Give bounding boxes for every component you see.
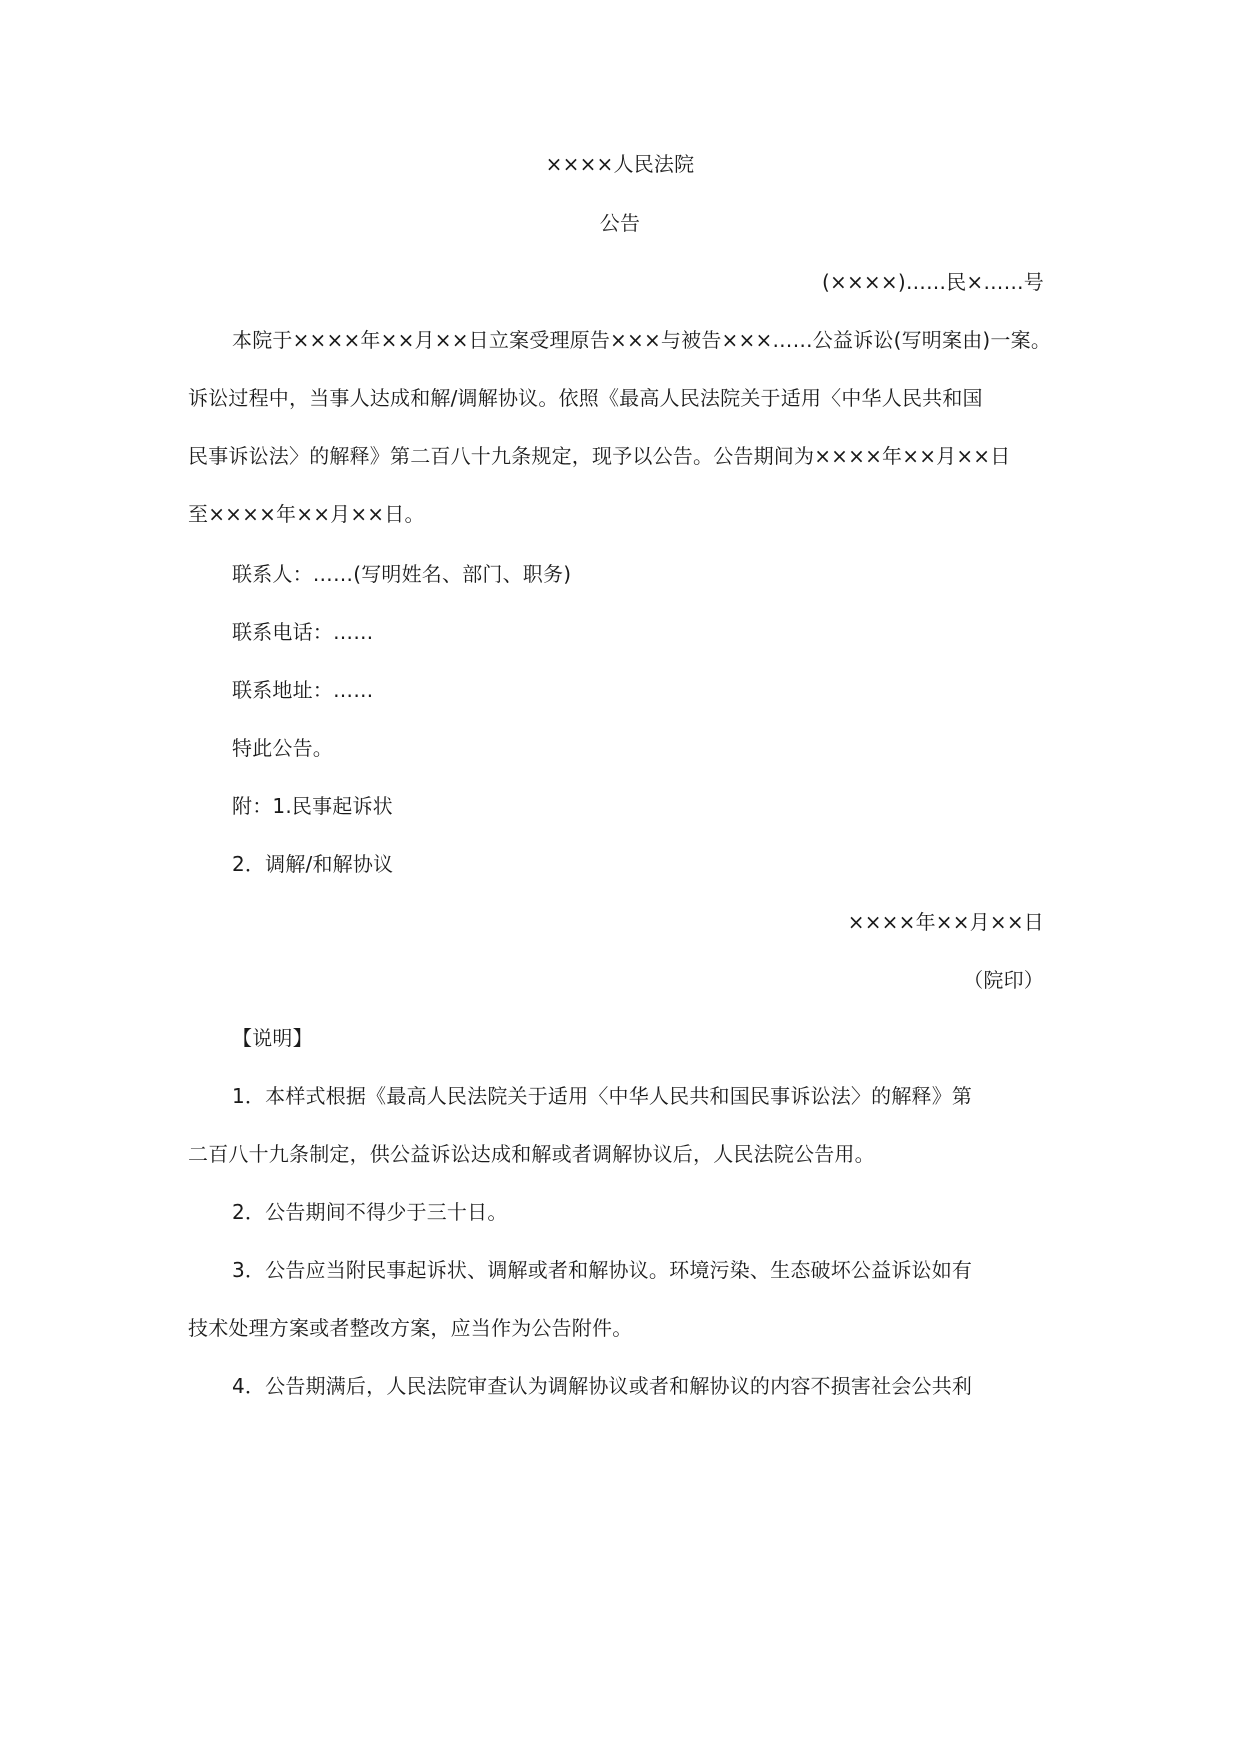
body-paragraph-line-1: 本院于××××年××月××日立案受理原告×××与被告×××……公益诉讼(写明案由)一案。 (232, 328, 1052, 352)
body-paragraph-line-4: 至××××年××月××日。 (188, 502, 425, 526)
note-1-line-2: 二百八十九条制定，供公益诉讼达成和解或者调解协议后，人民法院公告用。 (188, 1142, 875, 1166)
document-title: 公告 (599, 211, 641, 235)
notes-heading: 【说明】 (232, 1026, 313, 1050)
note-3-line-2: 技术处理方案或者整改方案，应当作为公告附件。 (188, 1316, 633, 1340)
court-name: ××××人民法院 (545, 152, 695, 176)
attachment-item-1: 附：1.民事起诉状 (232, 794, 393, 818)
attachment-item-2: 2．调解/和解协议 (232, 852, 394, 876)
court-seal-label: （院印） (963, 968, 1044, 992)
contact-phone: 联系电话：…… (232, 620, 374, 644)
case-number: (××××)……民×……号 (822, 270, 1044, 294)
closing-statement: 特此公告。 (232, 736, 333, 760)
issue-date: ××××年××月××日 (847, 910, 1044, 934)
note-1-line-1: 1．本样式根据《最高人民法院关于适用〈中华人民共和国民事诉讼法〉的解释》第 (232, 1084, 973, 1108)
contact-address: 联系地址：…… (232, 678, 374, 702)
note-2: 2．公告期间不得少于三十日。 (232, 1200, 508, 1224)
body-paragraph-line-3: 民事诉讼法〉的解释》第二百八十九条规定，现予以公告。公告期间为××××年××月××日 (188, 444, 1011, 468)
contact-person: 联系人：……(写明姓名、部门、职务) (232, 562, 572, 586)
note-4-line-1: 4．公告期满后，人民法院审查认为调解协议或者和解协议的内容不损害社会公共利 (232, 1374, 973, 1398)
body-paragraph-line-2: 诉讼过程中，当事人达成和解/调解协议。依照《最高人民法院关于适用〈中华人民共和国 (188, 386, 983, 410)
note-3-line-1: 3．公告应当附民事起诉状、调解或者和解协议。环境污染、生态破坏公益诉讼如有 (232, 1258, 973, 1282)
